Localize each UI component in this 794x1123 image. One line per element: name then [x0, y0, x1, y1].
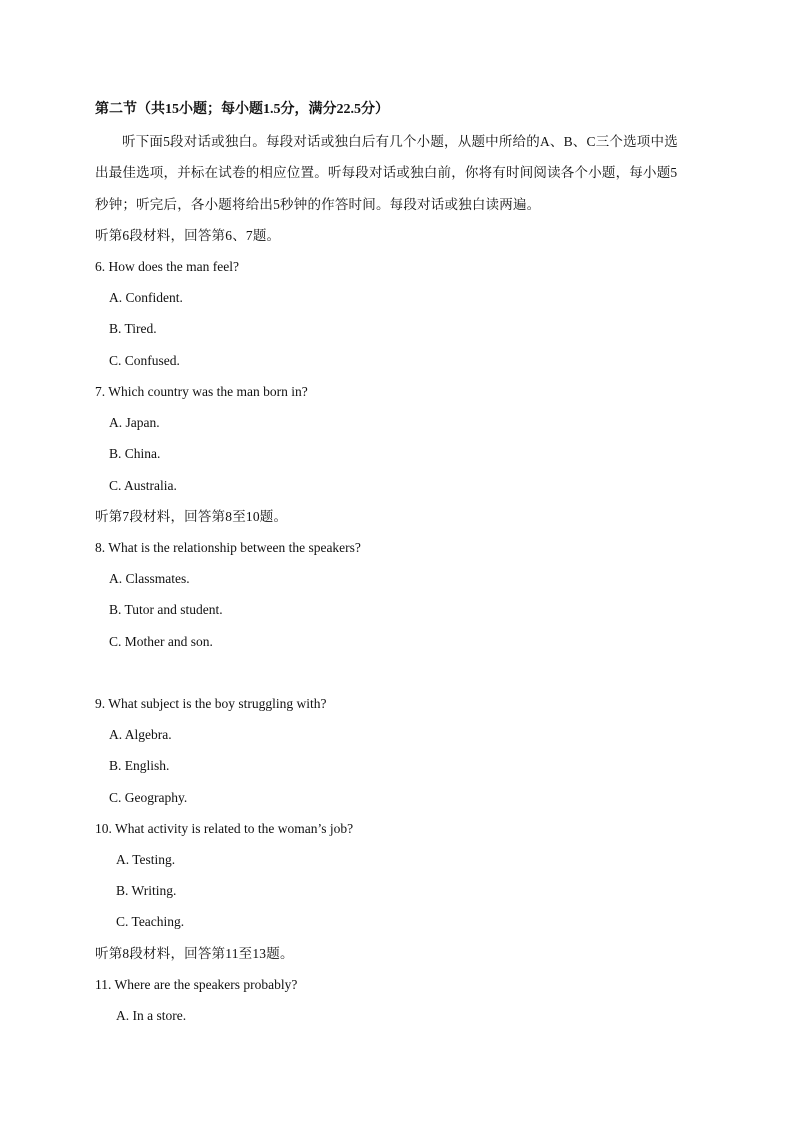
question-8-option-a[interactable]: A. Classmates. — [109, 571, 190, 586]
question-8: 8. What is the relationship between the speakers? — [95, 540, 361, 555]
question-6-option-c[interactable]: C. Confused. — [109, 353, 180, 368]
question-7-option-a[interactable]: A. Japan. — [109, 415, 160, 430]
question-6-option-b[interactable]: B. Tired. — [109, 321, 157, 336]
question-6: 6. How does the man feel? — [95, 259, 239, 274]
question-9: 9. What subject is the boy struggling with? — [95, 696, 327, 711]
instruction-line-3: 秒钟；听完后，各小题将给出5秒钟的作答时间。每段对话或独白读两遍。 — [95, 197, 541, 212]
question-7: 7. Which country was the man born in? — [95, 384, 308, 399]
group-header-7: 听第7段材料，回答第8至10题。 — [95, 509, 288, 524]
group-header-8: 听第8段材料，回答第11至13题。 — [95, 946, 294, 961]
section-title: 第二节（共15小题；每小题1.5分，满分22.5分） — [95, 102, 389, 117]
question-7-option-b[interactable]: B. China. — [109, 446, 161, 461]
instruction-line-1: 听下面5段对话或独白。每段对话或独白后有几个小题，从题中所给的A、B、C三个选项中选 — [122, 134, 678, 149]
question-10-option-b[interactable]: B. Writing. — [116, 883, 177, 898]
instruction-line-2: 出最佳选项，并标在试卷的相应位置。听每段对话或独白前，你将有时间阅读各个小题，每小题5 — [95, 165, 678, 180]
question-10-option-c[interactable]: C. Teaching. — [116, 914, 185, 929]
question-9-option-b[interactable]: B. English. — [109, 758, 170, 773]
question-9-option-a[interactable]: A. Algebra. — [109, 727, 172, 742]
question-9-option-c[interactable]: C. Geography. — [109, 790, 188, 805]
question-10: 10. What activity is related to the woman’s job? — [95, 821, 354, 836]
question-7-option-c[interactable]: C. Australia. — [109, 478, 177, 493]
question-11: 11. Where are the speakers probably? — [95, 977, 298, 992]
question-8-option-c[interactable]: C. Mother and son. — [109, 634, 213, 649]
question-10-option-a[interactable]: A. Testing. — [116, 852, 176, 867]
question-6-option-a[interactable]: A. Confident. — [109, 290, 183, 305]
question-8-option-b[interactable]: B. Tutor and student. — [109, 602, 223, 617]
question-11-option-a[interactable]: A. In a store. — [116, 1008, 187, 1023]
group-header-6: 听第6段材料，回答第6、7题。 — [95, 228, 281, 243]
